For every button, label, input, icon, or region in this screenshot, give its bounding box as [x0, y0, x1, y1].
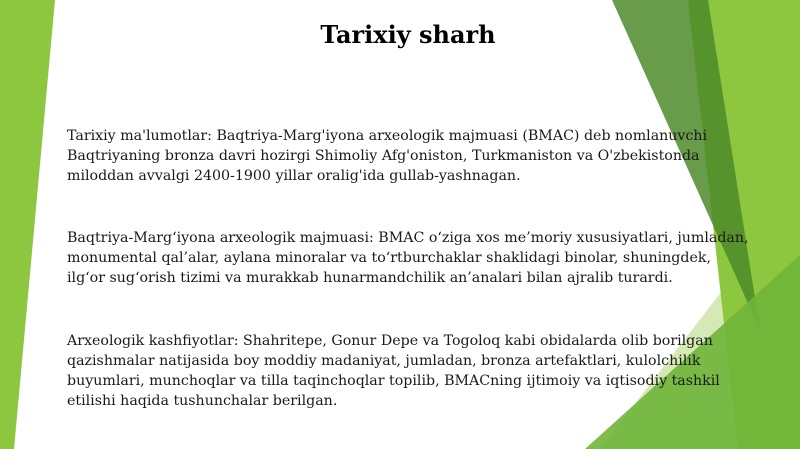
paragraph-line: ilg‘or sug‘orish tizimi va murakkab hunarmandchilik an’analari bilan ajralib turardi. [67, 270, 673, 286]
left-green-strip [0, 0, 55, 449]
paragraph-line: Tarixiy ma'lumotlar: Baqtriya-Marg'iyona arxeologik majmuasi (BMAC) deb nomlanuvchi [67, 128, 708, 144]
paragraph-bmac-complex [67, 228, 787, 288]
paragraph-line: Baqtriya-Marg‘iyona arxeologik majmuasi: BMAC o‘ziga xos me’moriy xususiyatlari, jumladan, [67, 230, 749, 246]
paragraph-line: qazishmalar natijasida boy moddiy madaniyat, jumladan, bronza artefaktlari, kulolchilik [67, 353, 701, 369]
paragraph-archaeological-discoveries [67, 331, 787, 411]
slide-title: Tarixiy sharh [320, 20, 496, 49]
paragraph-line: buyumlari, munchoqlar va tilla taqinchoqlar topilib, BMACning ijtimoiy va iqtisodiy tashkil [67, 373, 720, 389]
paragraph-line: miloddan avvalgi 2400-1900 yillar oralig'ida gullab-yashnagan. [67, 168, 521, 184]
paragraph-line: monumental qal’alar, aylana minoralar va to‘rtburchaklar shaklidagi binolar, shuningdek, [67, 250, 711, 266]
paragraph-line: Arxeologik kashfiyotlar: Shahritepe, Gonur Depe va Togoloq kabi obidalarda olib borilgan [67, 333, 713, 349]
paragraph-historical-info [67, 126, 787, 186]
paragraph-line: Baqtriyaning bronza davri hozirgi Shimoliy Afg'oniston, Turkmaniston va O'zbekistonda [67, 148, 700, 164]
paragraph-line: etilishi haqida tushunchalar berilgan. [67, 393, 338, 409]
